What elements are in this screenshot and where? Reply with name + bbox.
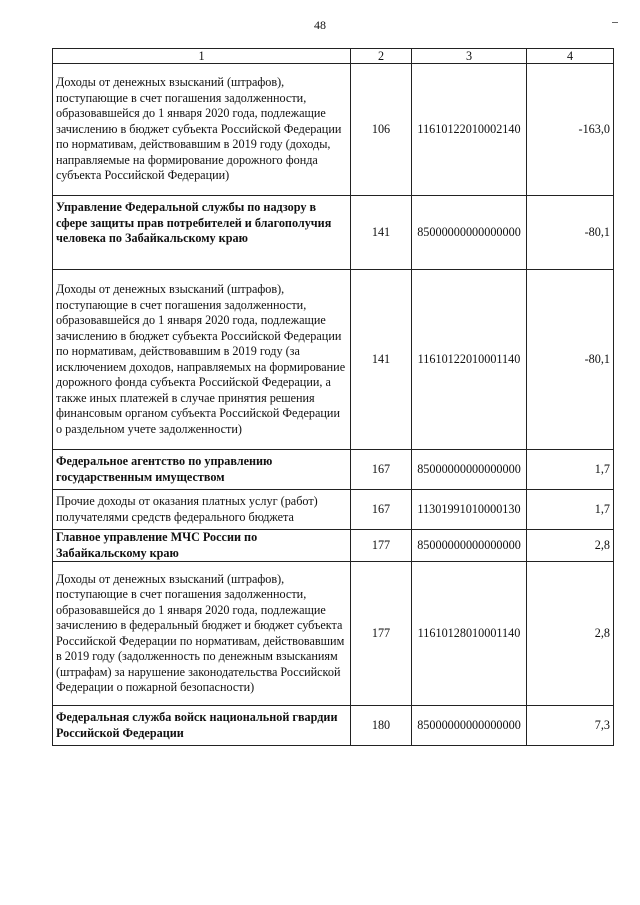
row-kbk-code: 85000000000000000 bbox=[412, 530, 527, 562]
table-row bbox=[53, 490, 614, 530]
header-cell-description: 1 bbox=[53, 49, 351, 64]
table-row bbox=[53, 64, 614, 196]
row-amount: 7,3 bbox=[527, 706, 614, 746]
row-amount: 2,8 bbox=[527, 562, 614, 706]
revenue-table bbox=[52, 48, 614, 746]
header-cell-amount: 4 bbox=[527, 49, 614, 64]
row-admin-code: 141 bbox=[351, 270, 412, 450]
row-kbk-code: 11301991010000130 bbox=[412, 490, 527, 530]
row-kbk-code: 85000000000000000 bbox=[412, 706, 527, 746]
row-amount: 1,7 bbox=[527, 490, 614, 530]
table-row bbox=[53, 450, 614, 490]
row-amount: -80,1 bbox=[527, 270, 614, 450]
row-admin-code: 141 bbox=[351, 196, 412, 270]
row-kbk-code: 11610122010002140 bbox=[412, 64, 527, 196]
row-admin-code: 106 bbox=[351, 64, 412, 196]
scan-artifact bbox=[612, 22, 618, 23]
row-admin-code: 167 bbox=[351, 450, 412, 490]
row-description: Прочие доходы от оказания платных услуг (работ) получателями средств федерального бюджета bbox=[53, 490, 351, 530]
row-amount: -163,0 bbox=[527, 64, 614, 196]
row-description: Федеральная служба войск национальной гвардии Российской Федерации bbox=[53, 706, 351, 746]
row-admin-code: 180 bbox=[351, 706, 412, 746]
table-row bbox=[53, 562, 614, 706]
row-amount: 2,8 bbox=[527, 530, 614, 562]
table-row bbox=[53, 706, 614, 746]
header-cell-code: 2 bbox=[351, 49, 412, 64]
table-row bbox=[53, 196, 614, 270]
row-kbk-code: 11610122010001140 bbox=[412, 270, 527, 450]
row-description: Федеральное агентство по управлению государственным имуществом bbox=[53, 450, 351, 490]
row-amount: 1,7 bbox=[527, 450, 614, 490]
row-admin-code: 177 bbox=[351, 562, 412, 706]
table-header-row bbox=[53, 49, 614, 64]
table-row bbox=[53, 270, 614, 450]
page-number: 48 bbox=[314, 18, 326, 32]
row-description: Доходы от денежных взысканий (штрафов), поступающие в счет погашения задолженности, образовавшейся до 1 января 2020 года, подлежащие зачислению в федеральный бюджет и бюджет субъекта Российской Федерации по нормативам, действовавшим в 2019 году (задолженность по денежным взысканиям (штрафам) за нарушение законодательства Российской Федерации о пожарной безопасности) bbox=[53, 562, 351, 706]
row-kbk-code: 85000000000000000 bbox=[412, 196, 527, 270]
row-amount: -80,1 bbox=[527, 196, 614, 270]
row-description: Доходы от денежных взысканий (штрафов), поступающие в счет погашения задолженности, образовавшейся до 1 января 2020 года, подлежащие зачислению в бюджет субъекта Российской Федерации по нормативам, действовавшим в 2019 году (доходы, направляемые на формирование дорожного фонда субъекта Российской Федерации) bbox=[53, 64, 351, 196]
row-kbk-code: 85000000000000000 bbox=[412, 450, 527, 490]
row-description: Управление Федеральной службы по надзору в сфере защиты прав потребителей и благополучия человека по Забайкальскому краю bbox=[53, 196, 351, 270]
table-row bbox=[53, 530, 614, 562]
row-description: Главное управление МЧС России по Забайкальскому краю bbox=[53, 530, 351, 562]
header-cell-kbk: 3 bbox=[412, 49, 527, 64]
row-admin-code: 177 bbox=[351, 530, 412, 562]
row-description: Доходы от денежных взысканий (штрафов), поступающие в счет погашения задолженности, образовавшейся до 1 января 2020 года, подлежащие зачислению в бюджет субъекта Российской Федерации по нормативам, действовавшим в 2019 году (за исключением доходов, направляемых на формирование дорожного фонда субъекта Российской Федерации, а также иных платежей в случае принятия решения финансовым органом субъекта Российской Федерации о раздельном учете задолженности) bbox=[53, 270, 351, 450]
row-kbk-code: 11610128010001140 bbox=[412, 562, 527, 706]
row-admin-code: 167 bbox=[351, 490, 412, 530]
